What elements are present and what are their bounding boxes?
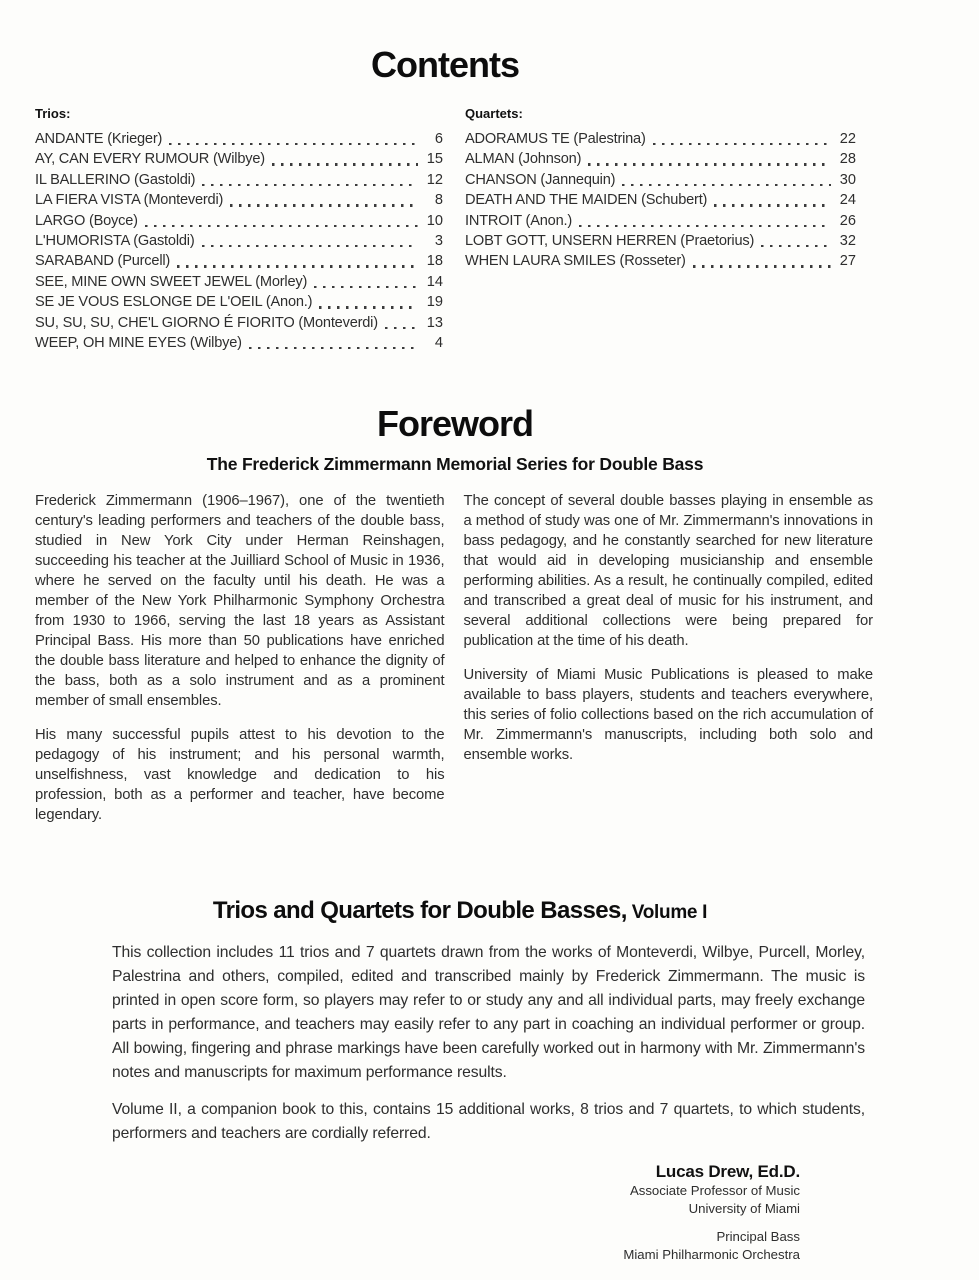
toc-entry (35, 251, 443, 271)
foreword-paragraph: Frederick Zimmermann (1906–1967), one of the twentieth century's leading performers and teachers of the double bass, studied in New York City under Herman Reinshagen, succeeding his teacher at the Juilliard School of Music in 1936, where he served on the faculty until his death. He was a member of the New York Philharmonic Symphony Orchestra from 1930 to 1966, serving the last 18 years as Assistant Principal Bass. His more than 50 publications have enriched the double bass literature and helped to enhance the dignity of the bass, both as a solo instrument and as a prominent member of small ensembles. (35, 493, 445, 710)
toc-entry-title: SARABAND (Purcell) (35, 253, 171, 270)
toc-entry (35, 190, 443, 210)
signature-affiliation-secondary: Miami Philharmonic Orchestra (623, 1247, 800, 1263)
toc-entry-page: 15 (426, 151, 443, 168)
volume-body (112, 941, 865, 1146)
toc-entry-title: L'HUMORISTA (Gastoldi) (35, 233, 195, 250)
volume-title (35, 897, 885, 925)
toc-entry (35, 170, 443, 190)
toc-entry-page: 12 (426, 171, 443, 188)
toc-entry (465, 251, 856, 271)
toc-entry-title: LARGO (Boyce) (35, 212, 138, 229)
signature-block (0, 1162, 800, 1264)
toc-entry (35, 211, 443, 231)
quartets-label: Quartets: (465, 106, 523, 121)
foreword-left-column (35, 491, 445, 839)
signature-role: Associate Professor of Music (629, 1183, 800, 1199)
toc-entry (35, 272, 443, 292)
dot-leader (169, 143, 418, 145)
toc-entry-page: 24 (839, 192, 856, 209)
trios-label: Trios: (35, 106, 71, 121)
toc-entry-title: ADORAMUS TE (Palestrina) (465, 131, 646, 147)
toc-entry-page: 27 (839, 253, 856, 270)
foreword-paragraph: University of Miami Music Publications is pleased to make available to bass players, students and teachers everywhere, this series of folio collections based on the rich accumulation of Mr. Zimmermann's manuscripts, including both solo and ensemble works. (463, 667, 873, 764)
dot-leader (653, 143, 831, 145)
toc-entry-page: 10 (426, 212, 443, 229)
toc-entry-title: AY, CAN EVERY RUMOUR (Wilbye) (35, 151, 265, 168)
toc-entry-title: SE JE VOUS ESLONGE DE L'OEIL (Anon.) (35, 294, 313, 311)
toc-entry-page: 30 (839, 171, 856, 188)
toc-entry (465, 149, 856, 169)
dot-leader (761, 245, 831, 247)
volume-title-main: Trios and Quartets for Double Basses, (212, 897, 627, 925)
dot-leader (314, 286, 418, 288)
toc-entry (35, 333, 443, 353)
toc-entry-page: 8 (434, 192, 443, 209)
signature-name: Lucas Drew, Ed.D. (655, 1162, 800, 1182)
foreword-right-column (464, 491, 874, 839)
dot-leader (249, 347, 418, 349)
dot-leader (385, 327, 418, 329)
toc-entry (465, 190, 856, 210)
toc-entry (35, 129, 443, 149)
toc-entry-page: 26 (839, 212, 856, 229)
dot-leader (622, 184, 831, 186)
dot-leader (177, 265, 418, 267)
toc-entry-title: WEEP, OH MINE EYES (Wilbye) (35, 335, 242, 352)
foreword-paragraph: The concept of several double basses playing in ensemble as a method of study was one of Mr. Zimmermann's innovations in bass pedagogy, and he constantly searched for new literature that would aid in developing musicianship and ensemble performing abilities. As a result, he continually compiled, edited and transcribed a great deal of music for his instrument, and several additional collections were being prepared for publication at the time of his death. (463, 493, 873, 650)
table-of-contents (35, 106, 856, 353)
volume-title-suffix: Volume I (631, 902, 708, 924)
toc-entry-title: LOBT GOTT, UNSERN HERREN (Praetorius) (465, 233, 755, 250)
toc-entry-title: SU, SU, SU, CHE'L GIORNO É FIORITO (Monteverdi) (35, 314, 378, 331)
dot-leader (145, 225, 418, 227)
toc-entry (35, 292, 443, 312)
toc-entry (35, 149, 443, 169)
dot-leader (202, 184, 418, 186)
toc-entry-page: 19 (426, 294, 443, 311)
dot-leader (588, 163, 831, 165)
foreword-subtitle: The Frederick Zimmermann Memorial Series for Double Bass (206, 454, 704, 475)
toc-entry-title: ANDANTE (Krieger) (35, 131, 163, 147)
volume-paragraph: This collection includes 11 trios and 7 quartets drawn from the works of Monteverdi, Wilbye, Purcell, Morley, Palestrina and others, compiled, edited and transcribed mainly by Frederick Zimmermann. The music is printed in open score form, so players may refer to or study any and all individual parts, may freely exchange parts in performance, and teachers may easily refer to any part in coaching an individual performer or group. All bowing, fingering and phrase markings have been carefully worked out in harmony with Mr. Zimmermann's notes and manuscripts for maximum performance results. (112, 944, 865, 1082)
toc-entry-page: 32 (839, 233, 856, 250)
toc-entry (465, 129, 856, 149)
toc-entry-title: LA FIERA VISTA (Monteverdi) (35, 192, 224, 209)
dot-leader (579, 225, 831, 227)
toc-entry-page: 6 (434, 131, 443, 147)
toc-entry-title: SEE, MINE OWN SWEET JEWEL (Morley) (35, 273, 308, 290)
toc-entry-page: 18 (426, 253, 443, 270)
toc-entry-title: DEATH AND THE MAIDEN (Schubert) (465, 192, 708, 209)
signature-affiliation: University of Miami (688, 1201, 800, 1217)
toc-entry (465, 170, 856, 190)
toc-entry-title: INTROIT (Anon.) (465, 212, 573, 229)
toc-quartets-column (465, 106, 856, 353)
toc-entry-page: 28 (839, 151, 856, 168)
toc-entry (35, 313, 443, 333)
foreword-body (35, 491, 873, 839)
toc-entry-page: 4 (434, 335, 443, 352)
toc-entry-title: ALMAN (Johnson) (465, 151, 582, 168)
toc-entry-page: 3 (434, 233, 443, 250)
toc-entry-page: 14 (426, 273, 443, 290)
foreword-paragraph: His many successful pupils attest to his devotion to the pedagogy of his instrument; and his personal warmth, unselfishness, vast knowledge and dedication to his profession, both as a performer and teacher, have become legendary. (35, 727, 445, 824)
toc-trios-column (35, 106, 443, 353)
dot-leader (714, 204, 831, 206)
volume-paragraph: Volume II, a companion book to this, contains 15 additional works, 8 trios and 7 quartets, to which students, performers and teachers are cordially referred. (112, 1101, 865, 1143)
dot-leader (319, 306, 418, 308)
contents-title: Contents (371, 44, 519, 85)
toc-entry (465, 231, 856, 251)
toc-entry-title: WHEN LAURA SMILES (Rosseter) (465, 253, 686, 270)
dot-leader (272, 163, 418, 165)
toc-entry (465, 211, 856, 231)
toc-entry-page: 22 (839, 131, 856, 147)
dot-leader (230, 204, 418, 206)
dot-leader (693, 265, 831, 267)
toc-entry-page: 13 (426, 314, 443, 331)
dot-leader (202, 245, 419, 247)
toc-entry-title: IL BALLERINO (Gastoldi) (35, 171, 196, 188)
foreword-title: Foreword (376, 403, 533, 445)
toc-entry (35, 231, 443, 251)
signature-role-secondary: Principal Bass (716, 1229, 800, 1245)
toc-entry-title: CHANSON (Jannequin) (465, 171, 616, 188)
